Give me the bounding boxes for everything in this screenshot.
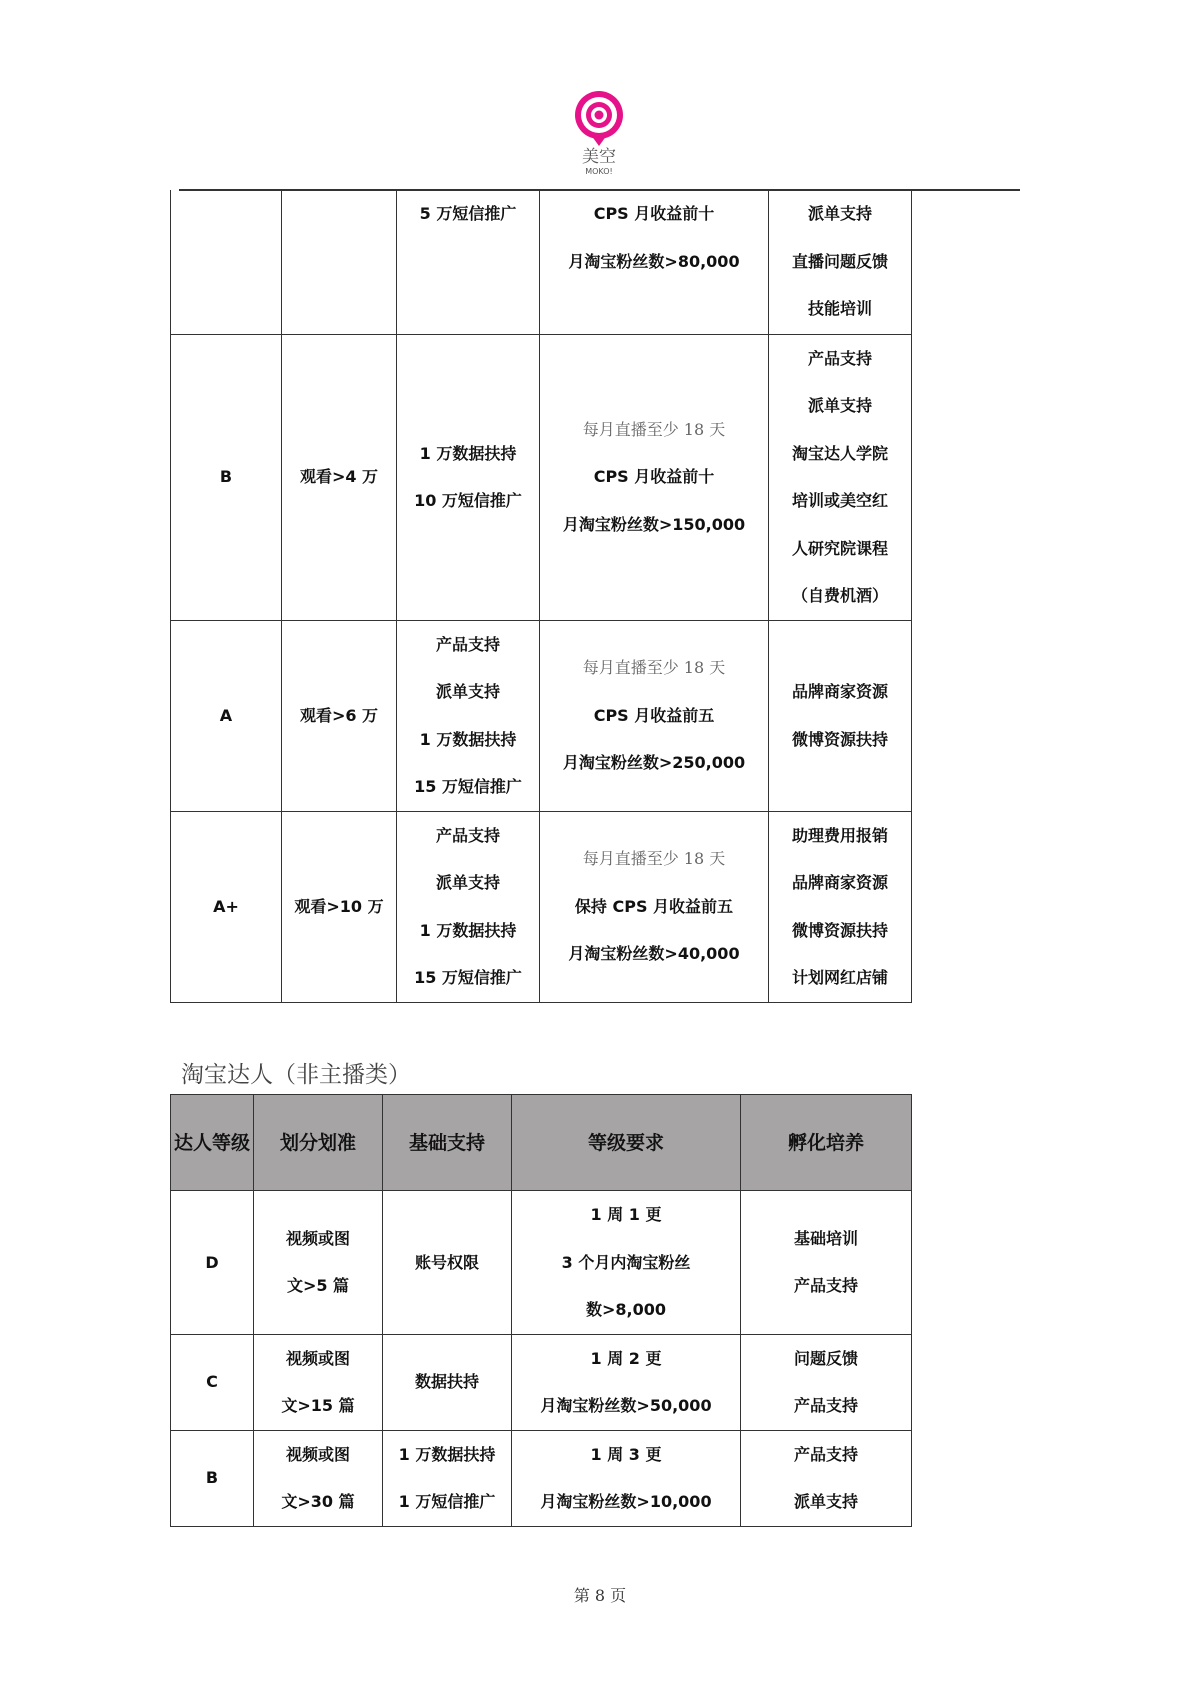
section-title: 淘宝达人（非主播类） (181, 1062, 411, 1088)
level-text: B (205, 1468, 219, 1488)
cell-line: 产品支持 (793, 1276, 858, 1296)
cell-line: 品牌商家资源 (791, 873, 888, 892)
criteria-cell (254, 1334, 383, 1430)
level-text: C (206, 1372, 218, 1392)
cell-line: 派单支持 (793, 1492, 858, 1511)
cell-line: 孵化培养 (787, 1131, 864, 1154)
cell-line: 划分划准 (279, 1131, 356, 1154)
criteria-cell (282, 190, 397, 334)
criteria-text: 观看>6 万 (299, 705, 379, 725)
table-row (171, 620, 912, 811)
cell-line: 问题反馈 (793, 1348, 858, 1368)
table-row (171, 334, 912, 620)
cell-line: 3 个月内淘宝粉丝 (561, 1252, 691, 1272)
cell-line: 1 万数据扶持 (398, 1444, 496, 1464)
support-cell (383, 1430, 512, 1526)
cell-line: 淘宝达人学院 (791, 443, 888, 463)
cell-line: 每月直播至少 18 天 (582, 849, 726, 869)
cell-line: 产品支持 (807, 348, 872, 368)
cell-line: 品牌商家资源 (791, 682, 888, 701)
support-cell (383, 1191, 512, 1335)
column-header (254, 1095, 383, 1191)
cell-line: 产品支持 (793, 1396, 858, 1415)
streamer-level-table (170, 190, 912, 1003)
support-cell (397, 334, 540, 620)
cell-line: 月淘宝粉丝数>80,000 (568, 251, 740, 271)
requirements-cell (540, 811, 769, 1002)
cell-line: 15 万短信推广 (414, 777, 522, 796)
cell-line: 1 万短信推广 (398, 1492, 496, 1511)
level-text: B (219, 467, 233, 487)
level-cell (171, 1191, 254, 1335)
target-logo-icon (569, 88, 629, 148)
cell-line: 基础支持 (408, 1131, 485, 1154)
cell-line: CPS 月收益前十 (593, 204, 715, 223)
table-row (171, 190, 912, 334)
cell-line: 等级要求 (587, 1131, 664, 1154)
cell-line: （自费机酒） (791, 586, 888, 605)
cell-line: 月淘宝粉丝数>250,000 (562, 753, 746, 773)
cell-line: 1 周 1 更 (590, 1205, 662, 1224)
cell-line: 1 万数据扶持 (419, 443, 517, 463)
cell-line: 派单支持 (807, 396, 872, 415)
table-row (171, 1430, 912, 1526)
cell-line: 等级 (212, 1131, 251, 1154)
cell-line: 1 周 2 更 (590, 1348, 662, 1368)
cell-line: 培训或美空红 (791, 491, 888, 510)
requirements-cell (512, 1430, 741, 1526)
cell-line: 10 万短信推广 (414, 491, 522, 510)
level-cell (171, 1430, 254, 1526)
incubation-cell (769, 334, 912, 620)
cell-line: 5 万短信推广 (419, 204, 517, 223)
level-cell (171, 334, 282, 620)
moko-logo (569, 88, 629, 183)
cell-line: 达人 (173, 1131, 212, 1154)
incubation-cell (741, 1430, 912, 1526)
cell-line: 微博资源扶持 (791, 920, 888, 940)
column-header (512, 1095, 741, 1191)
incubation-cell (769, 190, 912, 334)
criteria-text: 观看>10 万 (294, 896, 384, 916)
level-text: A (219, 705, 233, 725)
table-row (171, 1334, 912, 1430)
requirements-cell (512, 1191, 741, 1335)
cell-line: 基础培训 (793, 1228, 858, 1248)
cell-line: 产品支持 (435, 825, 500, 845)
column-header (383, 1095, 512, 1191)
cell-line: 保持 CPS 月收益前五 (574, 896, 734, 916)
cell-line: 数>8,000 (585, 1300, 667, 1319)
cell-line: 派单支持 (435, 682, 500, 701)
cell-line: 计划网红店铺 (791, 968, 888, 987)
cell-line: 人研究院课程 (791, 538, 888, 558)
cell-line: 产品支持 (435, 634, 500, 654)
criteria-cell (254, 1191, 383, 1335)
cell-line: 数据扶持 (414, 1372, 479, 1392)
cell-line: 助理费用报销 (791, 825, 888, 845)
level-cell (171, 811, 282, 1002)
cell-line: 派单支持 (807, 204, 872, 223)
cell-line: 1 周 3 更 (590, 1444, 662, 1464)
incubation-cell (741, 1334, 912, 1430)
cell-line: CPS 月收益前五 (593, 705, 715, 725)
level-cell (171, 190, 282, 334)
cell-line: 派单支持 (435, 873, 500, 892)
cell-line: 直播问题反馈 (791, 251, 888, 271)
table-row (171, 1191, 912, 1335)
column-header (741, 1095, 912, 1191)
level-cell (171, 1334, 254, 1430)
level-cell (171, 620, 282, 811)
cell-line: 技能培训 (807, 299, 872, 318)
requirements-cell (512, 1334, 741, 1430)
cell-line: 月淘宝粉丝数>10,000 (540, 1492, 712, 1511)
incubation-cell (769, 620, 912, 811)
cell-line: 月淘宝粉丝数>40,000 (568, 944, 740, 964)
level-text: D (205, 1252, 219, 1272)
support-cell (397, 620, 540, 811)
talent-level-table (170, 1094, 912, 1527)
requirements-cell (540, 334, 769, 620)
incubation-cell (769, 811, 912, 1002)
logo-text-cn: 美空 (582, 147, 616, 167)
criteria-cell (282, 334, 397, 620)
column-header (171, 1095, 254, 1191)
criteria-cell (254, 1430, 383, 1526)
cell-line: 文>30 篇 (281, 1492, 355, 1511)
requirements-cell (540, 190, 769, 334)
cell-line: 每月直播至少 18 天 (582, 658, 726, 678)
criteria-text: 观看>4 万 (299, 467, 379, 487)
cell-line: 15 万短信推广 (414, 968, 522, 987)
cell-line: 视频或图 (285, 1228, 350, 1248)
cell-line: 视频或图 (285, 1348, 350, 1368)
cell-line: CPS 月收益前十 (593, 467, 715, 487)
support-cell (397, 190, 540, 334)
criteria-cell (282, 811, 397, 1002)
level-text: A+ (213, 896, 239, 916)
cell-line: 月淘宝粉丝数>150,000 (562, 514, 746, 534)
incubation-cell (741, 1191, 912, 1335)
support-cell (383, 1334, 512, 1430)
support-cell (397, 811, 540, 1002)
cell-line: 文>5 篇 (286, 1276, 350, 1296)
cell-line: 产品支持 (793, 1444, 858, 1464)
requirements-cell (540, 620, 769, 811)
cell-line: 1 万数据扶持 (419, 920, 517, 940)
cell-line: 文>15 篇 (281, 1396, 355, 1415)
criteria-cell (282, 620, 397, 811)
cell-line: 每月直播至少 18 天 (582, 419, 726, 439)
table-row (171, 811, 912, 1002)
cell-line: 账号权限 (414, 1252, 479, 1272)
page-number: 第 8 页 (573, 1586, 627, 1605)
cell-line: 视频或图 (285, 1444, 350, 1464)
cell-line: 微博资源扶持 (791, 729, 888, 749)
cell-line: 月淘宝粉丝数>50,000 (540, 1396, 712, 1415)
logo-text-en: MOKO! (585, 167, 613, 176)
cell-line: 1 万数据扶持 (419, 729, 517, 749)
